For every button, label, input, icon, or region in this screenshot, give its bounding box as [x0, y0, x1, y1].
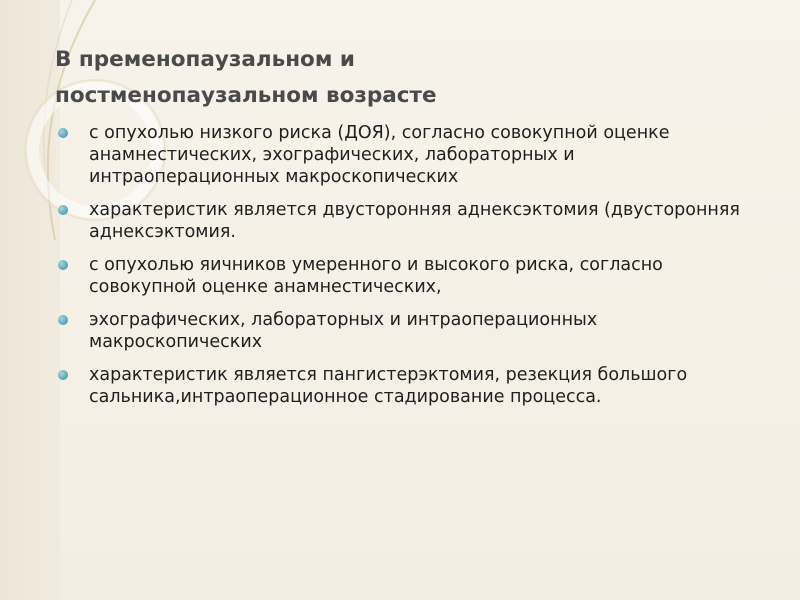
bullet-item [55, 122, 755, 188]
bullet-item [55, 364, 755, 408]
bullet-item [55, 254, 755, 298]
bullet-text: эхографических, лабораторных и интраоперационных макроскопических [89, 310, 598, 352]
bullet-icon [58, 370, 68, 380]
bullet-text: с опухолью низкого риска (ДОЯ), согласно совокупной оценке анамнестических, эхографических, лабораторных и интраоперационных макроскопических [89, 123, 670, 187]
slide-title: В пременопаузальном и постменопаузальном возрасте [55, 47, 437, 108]
bullet-item [55, 199, 755, 243]
bullet-icon [58, 205, 68, 215]
slide-content [55, 42, 755, 419]
bullet-list [55, 122, 755, 408]
bullet-item [55, 309, 755, 353]
bullet-text: характеристик является пангистерэктомия, резекция большого сальника,интраоперационное стадирование процесса. [89, 365, 688, 407]
bullet-text: характеристик является двусторонняя аднексэктомия (двусторонняя аднексэктомия. [89, 200, 740, 242]
bullet-icon [58, 315, 68, 325]
bullet-icon [58, 128, 68, 138]
left-decorative-band [0, 0, 60, 600]
bullet-text: с опухолью яичников умеренного и высокого риска, согласно совокупной оценке анамнестических, [89, 255, 663, 297]
bullet-icon [58, 260, 68, 270]
